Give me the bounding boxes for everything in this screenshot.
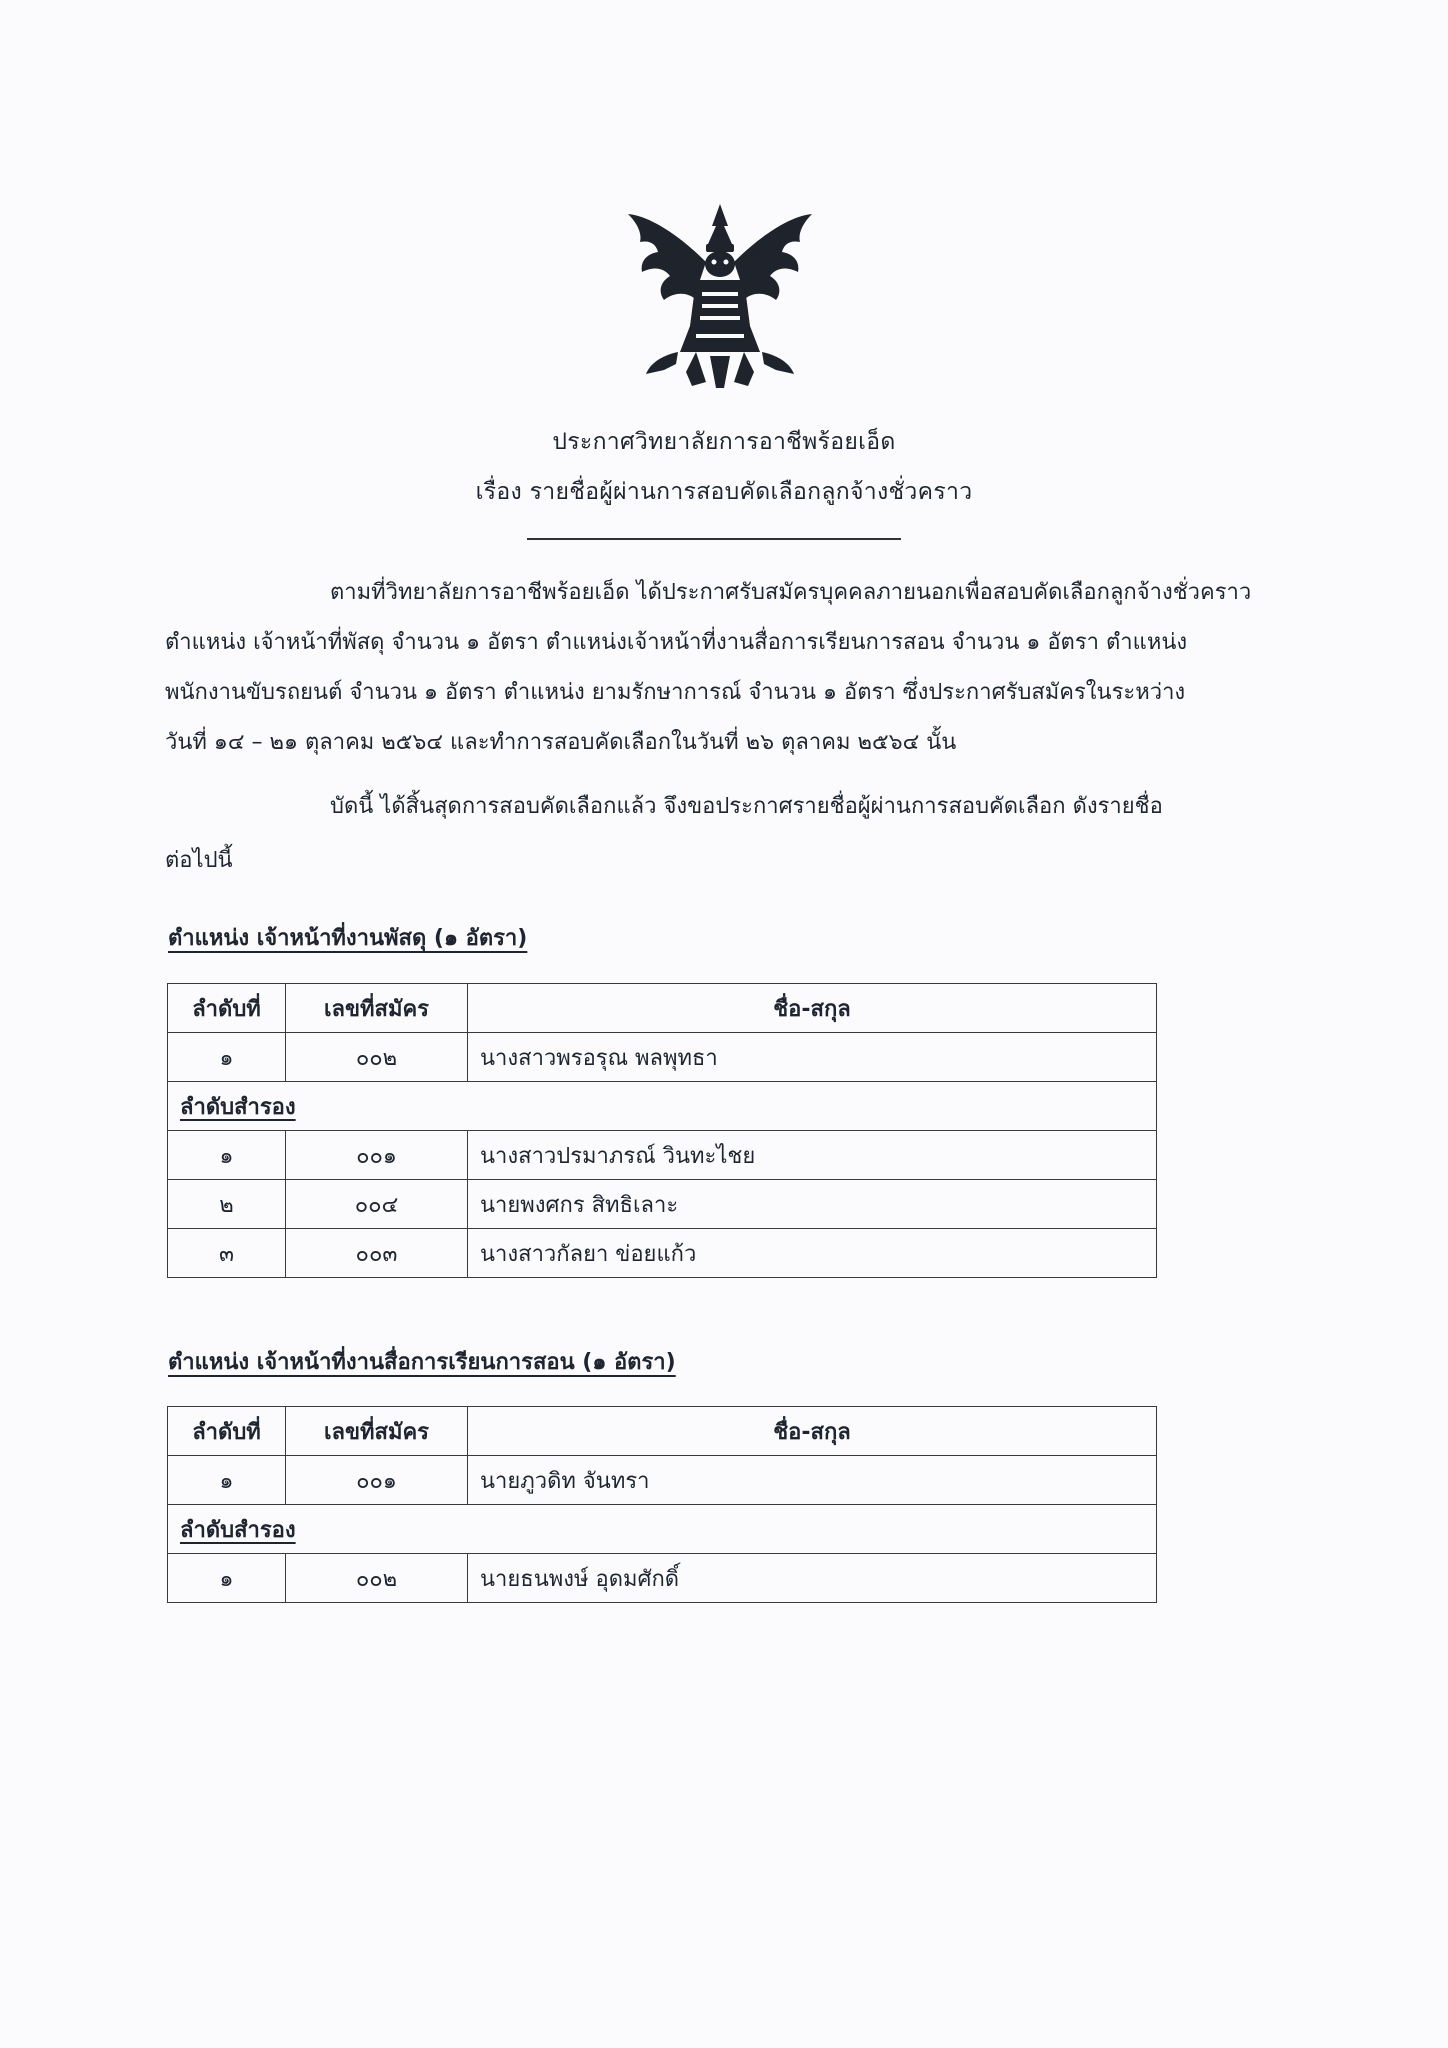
cell-app-no: ๐๐๑ bbox=[286, 1456, 468, 1505]
column-header-app-no: เลขที่สมัคร bbox=[286, 1407, 468, 1456]
reserve-label-row bbox=[168, 1505, 1157, 1554]
paragraph-2-line-1: บัดนี้ ได้สิ้นสุดการสอบคัดเลือกแล้ว จึงขอประกาศรายชื่อผู้ผ่านการสอบคัดเลือก ดังรายชื่อ bbox=[330, 794, 1163, 819]
column-header-app-no: เลขที่สมัคร bbox=[286, 984, 468, 1033]
table-row bbox=[168, 1456, 1157, 1505]
table-row bbox=[168, 1131, 1157, 1180]
paragraph-1-line-3: พนักงานขับรถยนต์ จำนวน ๑ อัตรา ตำแหน่ง ยามรักษาการณ์ จำนวน ๑ อัตรา ซึ่งประกาศรับสมัครในระหว่าง bbox=[165, 680, 1186, 705]
cell-name: นางสาวพรอรุณ พลพุทธา bbox=[468, 1033, 1157, 1082]
table-row bbox=[168, 1033, 1157, 1082]
cell-order: ๑ bbox=[168, 1456, 286, 1505]
cell-app-no: ๐๐๒ bbox=[286, 1554, 468, 1603]
paragraph-1-line-4: วันที่ ๑๔ – ๒๑ ตุลาคม ๒๕๖๔ และทำการสอบคัดเลือกในวันที่ ๒๖ ตุลาคม ๒๕๖๔ นั้น bbox=[165, 730, 957, 755]
section-1-table bbox=[167, 983, 1157, 1278]
title-divider bbox=[527, 538, 901, 540]
reserve-label: ลำดับสำรอง bbox=[168, 1505, 1157, 1554]
cell-app-no: ๐๐๓ bbox=[286, 1229, 468, 1278]
table-row bbox=[168, 1180, 1157, 1229]
paragraph-2-line-2: ต่อไปนี้ bbox=[165, 848, 233, 873]
cell-name: นายภูวดิท จันทรา bbox=[468, 1456, 1157, 1505]
cell-app-no: ๐๐๒ bbox=[286, 1033, 468, 1082]
garuda-emblem-icon bbox=[620, 196, 820, 392]
cell-order: ๑ bbox=[168, 1131, 286, 1180]
column-header-name: ชื่อ-สกุล bbox=[468, 1407, 1157, 1456]
paragraph-1-line-1: ตามที่วิทยาลัยการอาชีพร้อยเอ็ด ได้ประกาศรับสมัครบุคคลภายนอกเพื่อสอบคัดเลือกลูกจ้างชั่วคราว bbox=[330, 580, 1252, 605]
cell-name: นายธนพงษ์ อุดมศักดิ์ bbox=[468, 1554, 1157, 1603]
table-row bbox=[168, 1229, 1157, 1278]
cell-name: นายพงศกร สิทธิเลาะ bbox=[468, 1180, 1157, 1229]
table-header-row bbox=[168, 1407, 1157, 1456]
table-row bbox=[168, 1554, 1157, 1603]
section-1-heading: ตำแหน่ง เจ้าหน้าที่งานพัสดุ (๑ อัตรา) bbox=[168, 926, 528, 951]
cell-app-no: ๐๐๑ bbox=[286, 1131, 468, 1180]
section-2-heading: ตำแหน่ง เจ้าหน้าที่งานสื่อการเรียนการสอน (๑ อัตรา) bbox=[168, 1350, 676, 1375]
paragraph-1-line-2: ตำแหน่ง เจ้าหน้าที่พัสดุ จำนวน ๑ อัตรา ตำแหน่งเจ้าหน้าที่งานสื่อการเรียนการสอน จำนวน ๑ อัตรา ตำแหน่ง bbox=[165, 630, 1188, 655]
section-2-table bbox=[167, 1406, 1157, 1603]
cell-name: นางสาวกัลยา ข่อยแก้ว bbox=[468, 1229, 1157, 1278]
cell-order: ๑ bbox=[168, 1033, 286, 1082]
column-header-order: ลำดับที่ bbox=[168, 1407, 286, 1456]
announcement-subject: เรื่อง รายชื่อผู้ผ่านการสอบคัดเลือกลูกจ้างชั่วคราว bbox=[475, 479, 973, 505]
cell-name: นางสาวปรมาภรณ์ วินทะไชย bbox=[468, 1131, 1157, 1180]
announcement-title: ประกาศวิทยาลัยการอาชีพร้อยเอ็ด bbox=[552, 429, 896, 455]
column-header-order: ลำดับที่ bbox=[168, 984, 286, 1033]
reserve-label: ลำดับสำรอง bbox=[168, 1082, 1157, 1131]
cell-order: ๓ bbox=[168, 1229, 286, 1278]
cell-order: ๒ bbox=[168, 1180, 286, 1229]
reserve-label-row bbox=[168, 1082, 1157, 1131]
table-header-row bbox=[168, 984, 1157, 1033]
cell-app-no: ๐๐๔ bbox=[286, 1180, 468, 1229]
cell-order: ๑ bbox=[168, 1554, 286, 1603]
column-header-name: ชื่อ-สกุล bbox=[468, 984, 1157, 1033]
